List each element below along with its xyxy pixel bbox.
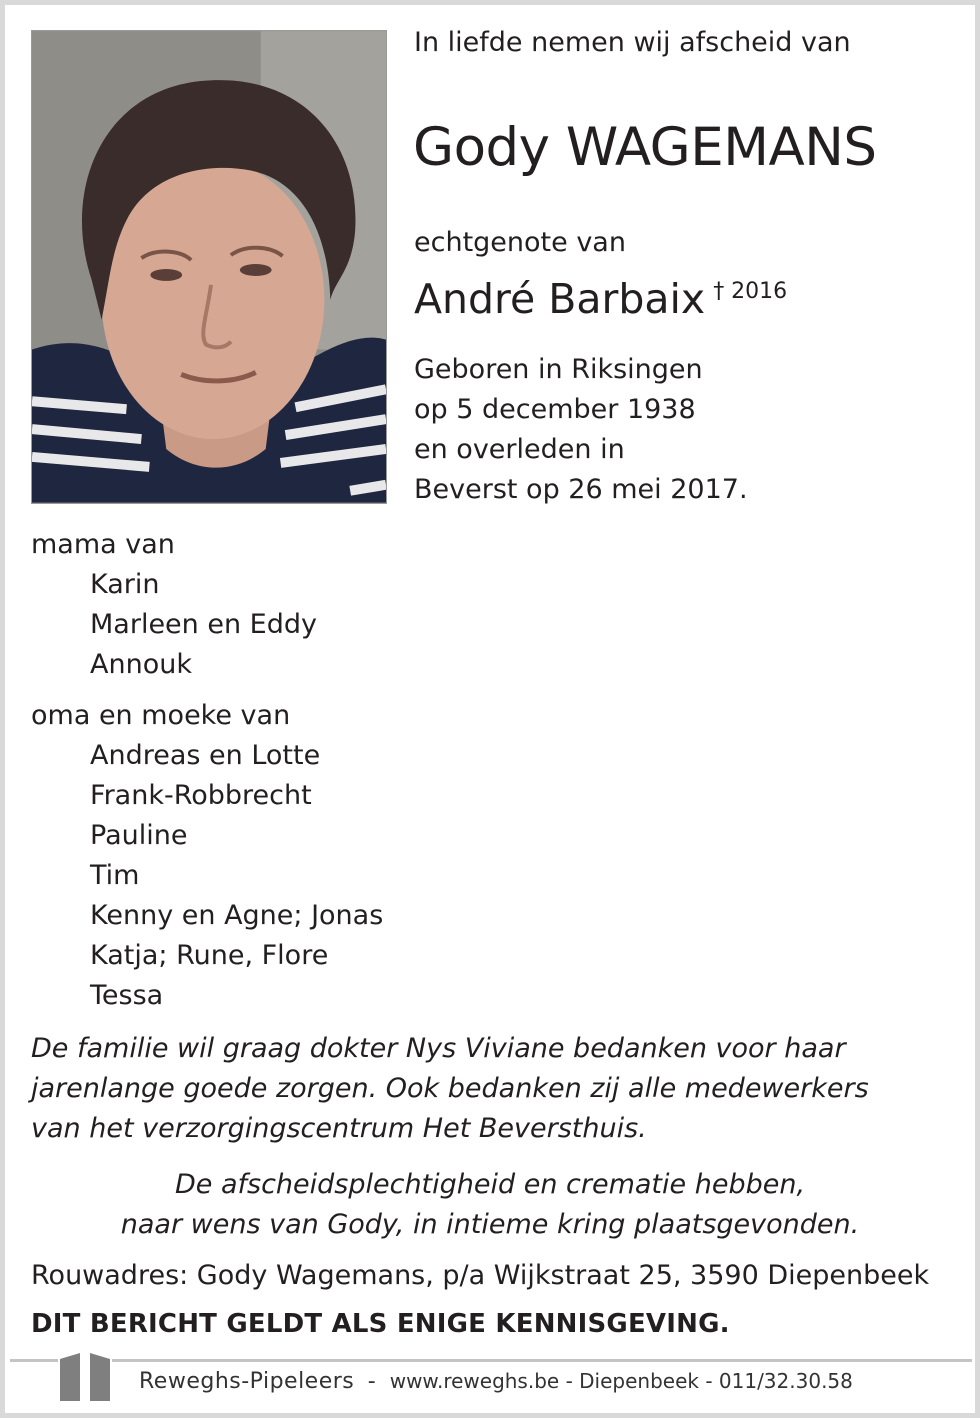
grandchild-name: Katja; Rune, Flore [90,940,329,971]
birth-death-line: Geboren in Riksingen [414,354,703,385]
notice-text: DIT BERICHT GELDT ALS ENIGE KENNISGEVING. [31,1309,730,1339]
grandchild-name: Kenny en Agne; Jonas [90,900,384,931]
mourning-address: Rouwadres: Gody Wagemans, p/a Wijkstraat 25, 3590 Diepenbeek [31,1260,930,1291]
child-name: Karin [90,569,160,600]
footer-separator: - [367,1369,377,1394]
thanks-line: De familie wil graag dokter Nys Viviane bedanken voor haar [31,1033,846,1064]
funeral-home-logo-icon [58,1349,112,1405]
thanks-line: jarenlange goede zorgen. Ook bedanken zij alle medewerkers [31,1073,869,1104]
birth-death-block [414,350,748,510]
obituary-card [5,5,975,1413]
spouse-prefix: echtgenote van [414,227,626,258]
ceremony-line: naar wens van Gody, in intieme kring plaatsgevonden. [120,1209,860,1240]
spouse-line [414,275,787,323]
child-name: Annouk [90,649,192,680]
ceremony-paragraph [31,1165,949,1245]
grandchild-name: Tim [90,860,140,891]
grandchild-name: Andreas en Lotte [90,740,321,771]
spouse-death-year: † 2016 [713,279,788,304]
grandchildren-list [90,736,383,1016]
company-name: Reweghs-Pipeleers [139,1369,355,1394]
footer-text [139,1369,853,1394]
children-list [90,565,317,685]
birth-death-line: en overleden in [414,434,625,465]
children-heading: mama van [31,529,175,560]
grandchild-name: Frank-Robbrecht [90,780,312,811]
grandchild-name: Pauline [90,820,188,851]
footer-divider [10,1359,972,1362]
thanks-line: van het verzorgingscentrum Het Beversthuis. [31,1113,647,1144]
intro-text: In liefde nemen wij afscheid van [414,27,851,58]
child-name: Marleen en Eddy [90,609,317,640]
company-details: www.reweghs.be - Diepenbeek - 011/32.30.58 [389,1369,853,1393]
grandchild-name: Tessa [90,980,164,1011]
ceremony-line: De afscheidsplechtigheid en crematie hebben, [174,1169,806,1200]
spouse-name: André Barbaix [414,275,706,323]
birth-death-line: Beverst op 26 mei 2017. [414,474,748,505]
birth-death-line: op 5 december 1938 [414,394,696,425]
grandchildren-heading: oma en moeke van [31,700,291,731]
portrait-photo [31,30,387,504]
thanks-paragraph [31,1029,931,1149]
deceased-name: Gody WAGEMANS [413,117,877,178]
